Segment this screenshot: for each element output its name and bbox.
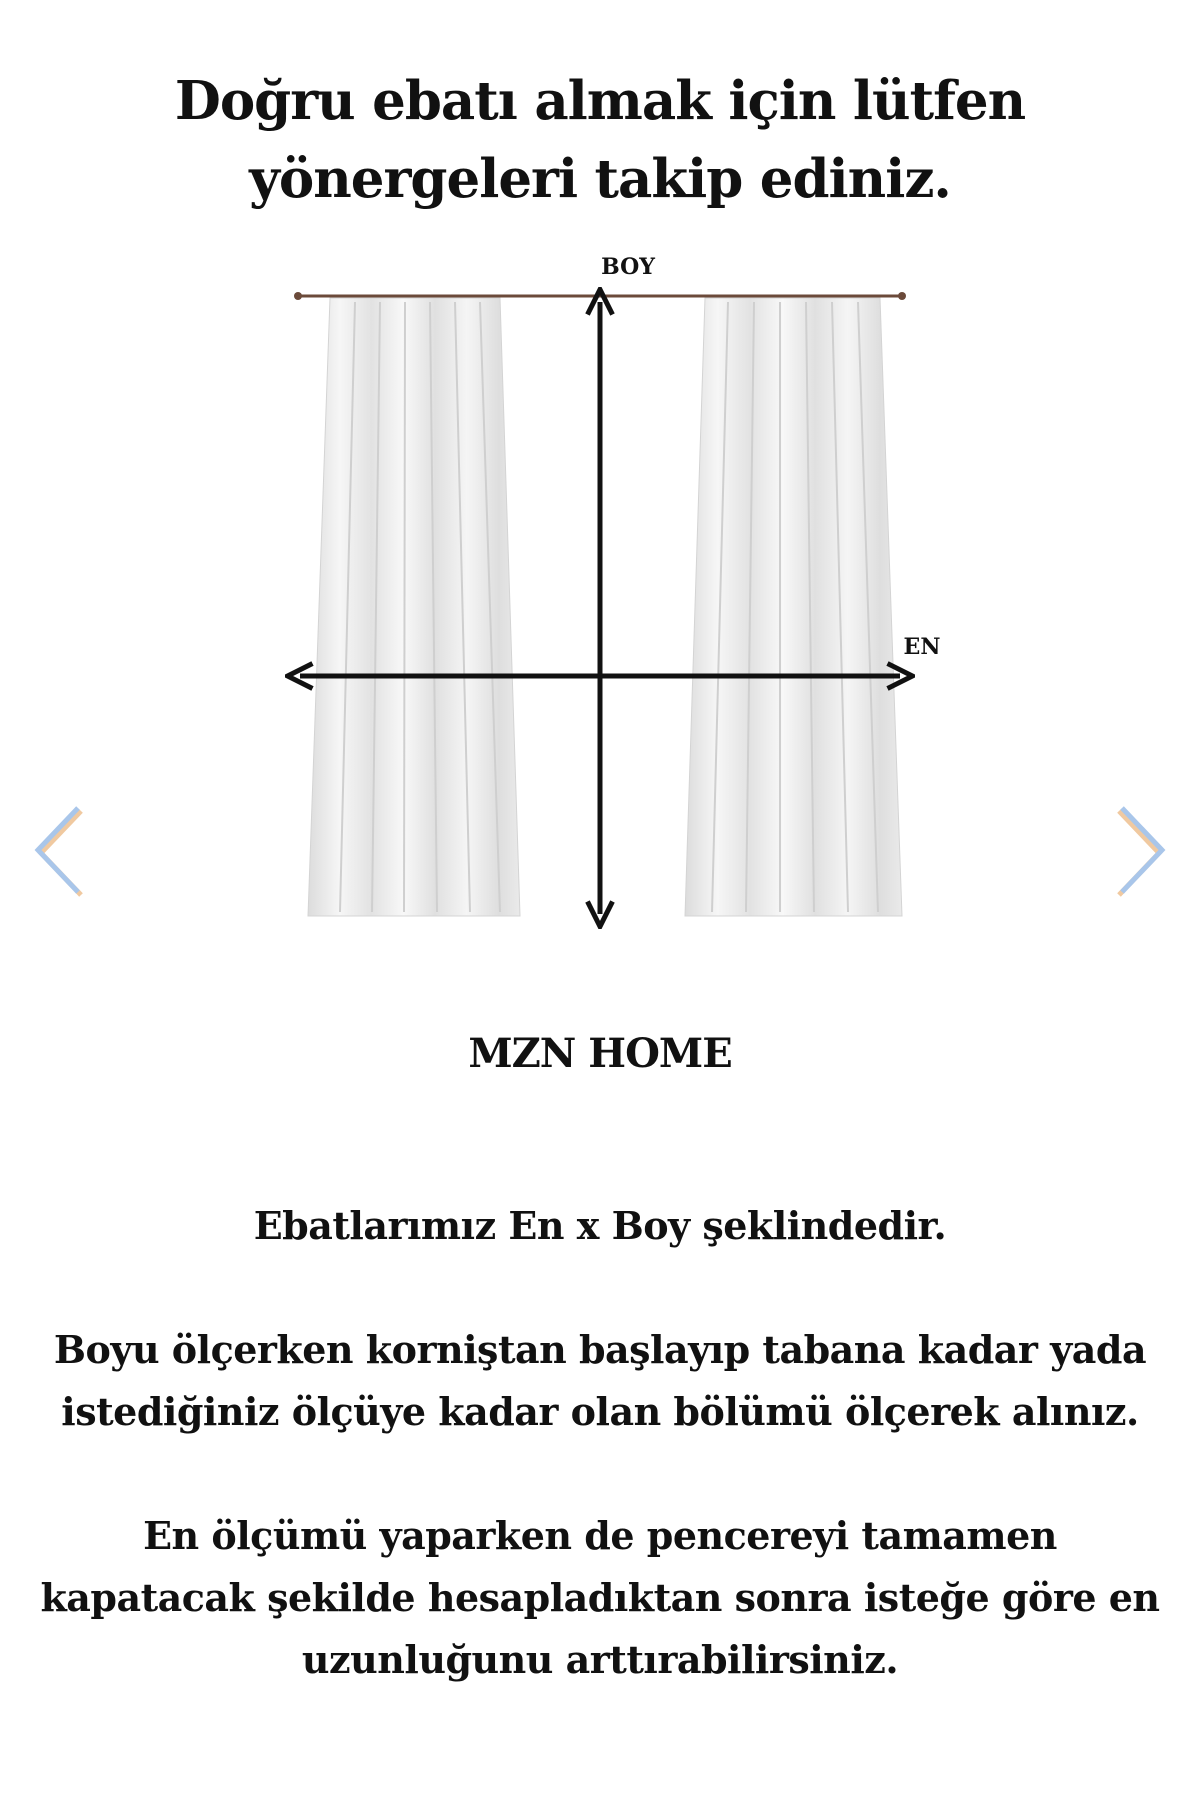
- size-format-note: Ebatlarımız En x Boy şeklindedir.: [253, 1203, 947, 1248]
- width-measure-instruction: En ölçümü yaparken de pencereyi tamamen kapatacak şekilde hesapladıktan sonra isteğe göre en uzunluğunu arttırabilirsiniz.: [40, 1513, 1160, 1682]
- width-label: EN: [903, 634, 941, 660]
- page-title: Doğru ebatı almak için lütfen yönergeleri takip ediniz.: [174, 70, 1026, 210]
- left-curtain-panel: [308, 298, 520, 916]
- chevron-right-icon[interactable]: [1104, 800, 1174, 900]
- curtain-measurement-diagram: [0, 240, 1200, 940]
- instructions: [30, 1195, 1170, 1691]
- height-label: BOY: [601, 254, 655, 280]
- height-measure-instruction: Boyu ölçerken korniştan başlayıp tabana kadar yada istediğiniz ölçüye kadar olan bölümü ölçerek alınız.: [53, 1327, 1147, 1434]
- chevron-left-icon[interactable]: [26, 800, 96, 900]
- brand-name: MZN HOME: [468, 1030, 732, 1077]
- right-curtain-panel: [685, 298, 902, 916]
